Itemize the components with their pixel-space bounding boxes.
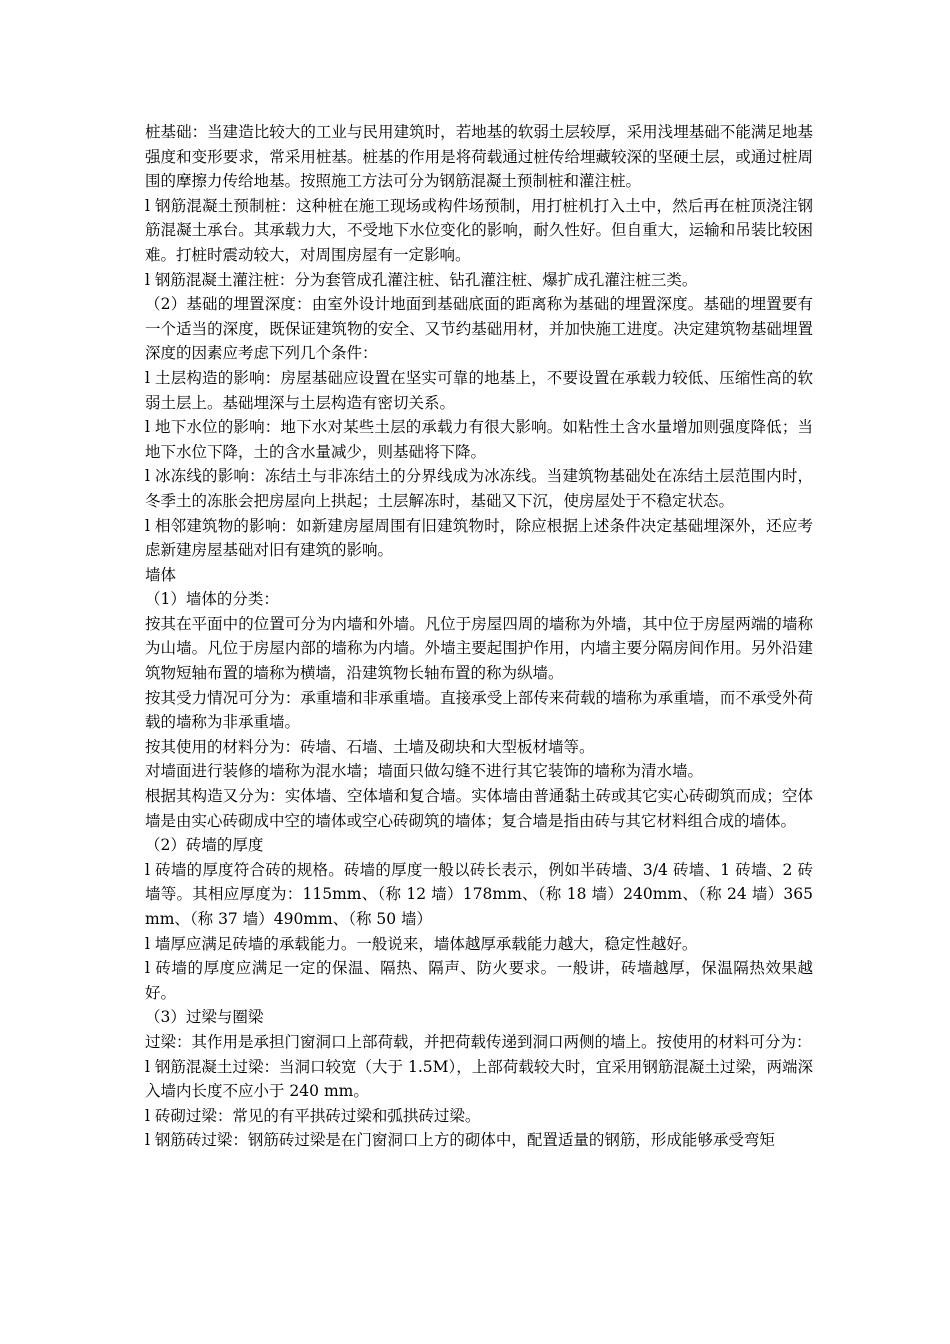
paragraph-wall-position: 按其在平面中的位置可分为内墙和外墙。凡位于房屋四周的墙称为外墙，其中位于房屋两端的墙称为山墙。凡位于房屋内部的墙称为内墙。外墙主要起围护作用，内墙主要分隔房间作用。另外沿建筑物短轴布置的墙称为横墙，沿建筑物长轴布置的称为纵墙。: [145, 614, 813, 683]
paragraph-wall-finish: 对墙面进行装修的墙称为混水墙；墙面只做勾缝不进行其它装饰的墙称为清水墙。: [145, 762, 704, 781]
paragraph-wall-construction: 根据其构造又分为：实体墙、空体墙和复合墙。实体墙由普通黏土砖或其它实心砖砌筑而成；空体墙是由实心砖砌成中空的墙体或空心砖砌筑的墙体；复合墙是指由砖与其它材料组合成的墙体。: [145, 787, 813, 830]
paragraph-embedment-depth: （2）基础的埋置深度：由室外设计地面到基础底面的距离称为基础的埋置深度。基础的埋置要有一个适当的深度，既保证建筑物的安全、又节约基础用材，并加快施工进度。决定建筑物基础埋置深度的因素应考虑下列几个条件：: [145, 295, 813, 363]
paragraph-thickness-insulation: l 砖墙的厚度应满足一定的保温、隔热、隔声、防火要求。一般讲，砖墙越厚，保温隔热效果越好。: [145, 959, 813, 1002]
paragraph-rc-lintel: l 钢筋混凝土过梁：当洞口较宽（大于 1.5M），上部荷载较大时，宜采用钢筋混凝土过梁，两端深入墙内长度不应小于 240 mm。: [145, 1057, 813, 1101]
paragraph-adjacent-buildings: l 相邻建筑物的影响：如新建房屋周围有旧建筑物时，除应根据上述条件决定基础埋深外，还应考虑新建房屋基础对旧有建筑的影响。: [145, 516, 813, 560]
paragraph-precast-pile: l 钢筋混凝土预制桩：这种桩在施工现场或构件场预制，用打桩机打入土中，然后再在桩顶浇注钢筋混凝土承台。其承载力大，不受地下水位变化的影响，耐久性好。但自重大，运输和吊装比较困难。打桩时震动较大，对周围房屋有一定影响。: [145, 196, 813, 264]
paragraph-wall-load: 按其受力情况可分为：承重墙和非承重墙。直接承受上部传来荷载的墙称为承重墙，而不承受外荷载的墙称为非承重墙。: [145, 688, 813, 732]
paragraph-reinforced-brick-lintel: l 钢筋砖过梁：钢筋砖过梁是在门窗洞口上方的砌体中，配置适量的钢筋，形成能够承受弯矩: [145, 1131, 775, 1150]
document-body: [145, 120, 813, 1153]
subheading-brick-wall-thickness: （2）砖墙的厚度: [145, 836, 264, 855]
subheading-wall-classification: （1）墙体的分类：: [145, 590, 279, 609]
subheading-lintels-ring-beams: （3）过梁与圈梁: [145, 1008, 264, 1027]
paragraph-groundwater: l 地下水位的影响：地下水对某些土层的承载力有很大影响。如粘性土含水量增加则强度降低；当地下水位下降，土的含水量减少，则基础将下降。: [145, 418, 813, 461]
paragraph-pile-foundation: 桩基础：当建造比较大的工业与民用建筑时，若地基的软弱土层较厚，采用浅埋基础不能满足地基强度和变形要求，常采用桩基。桩基的作用是将荷载通过桩传给埋藏较深的坚硬土层，或通过桩周围的摩擦力传给地基。按照施工方法可分为钢筋混凝土预制桩和灌注桩。: [145, 123, 813, 191]
paragraph-wall-material: 按其使用的材料分为：砖墙、石墙、土墙及砌块和大型板材墙等。: [145, 737, 595, 756]
paragraph-brick-lintel: l 砖砌过梁：常见的有平拱砖过梁和弧拱砖过梁。: [145, 1106, 481, 1125]
paragraph-frost-line: l 冰冻线的影响：冻结土与非冻结土的分界线成为冰冻线。当建筑物基础处在冻结土层范围内时，冬季土的冻胀会把房屋向上拱起；土层解冻时，基础又下沉，使房屋处于不稳定状态。: [145, 467, 813, 510]
paragraph-cast-in-place-pile: l 钢筋混凝土灌注桩：分为套管成孔灌注桩、钻孔灌注桩、爆扩成孔灌注桩三类。: [145, 270, 698, 289]
paragraph-thickness-capacity: l 墙厚应满足砖墙的承载能力。一般说来，墙体越厚承载能力越大，稳定性越好。: [145, 934, 698, 953]
paragraph-lintel: 过梁：其作用是承担门窗洞口上部荷载，并把荷载传递到洞口两侧的墙上。按使用的材料可分为：: [145, 1032, 812, 1051]
section-heading-walls: 墙体: [145, 565, 177, 584]
paragraph-soil-structure: l 土层构造的影响：房屋基础应设置在坚实可靠的地基上，不要设置在承载力较低、压缩性高的软弱土层上。基础埋深与土层构造有密切关系。: [145, 368, 813, 412]
paragraph-thickness-spec: l 砖墙的厚度符合砖的规格。砖墙的厚度一般以砖长表示，例如半砖墙、3/4 砖墙、1 砖墙、2 砖墙等。其相应厚度为：115mm、（称 12 墙）178mm、（称 18 墙）240mm、（称 24 墙）365mm、（称 37 墙）490mm、（称 50 墙）: [145, 860, 813, 928]
